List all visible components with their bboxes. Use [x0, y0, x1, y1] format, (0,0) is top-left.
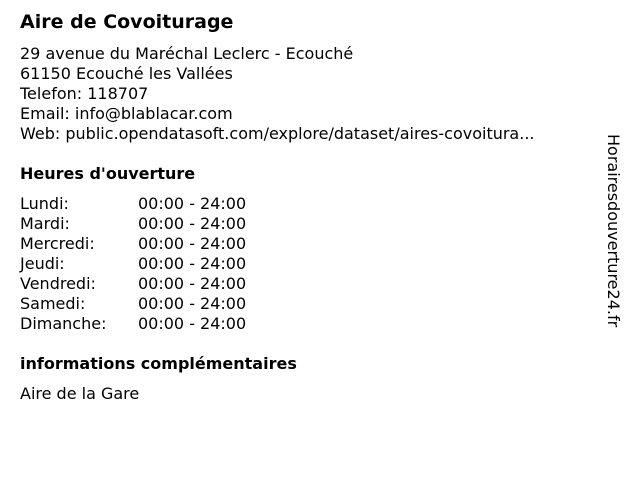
hours-day: Mardi: — [20, 214, 70, 233]
hours-day: Vendredi: — [20, 274, 96, 293]
hours-time: 00:00 - 24:00 — [138, 294, 247, 313]
page-title: Aire de Covoiturage — [20, 11, 234, 33]
hours-day: Jeudi: — [20, 254, 65, 273]
hours-row — [20, 294, 246, 314]
email-text: Email: info@blablacar.com — [20, 104, 233, 123]
hours-row — [20, 274, 246, 294]
additional-info-text: Aire de la Gare — [20, 384, 140, 403]
hours-row — [20, 254, 246, 274]
site-watermark: Horairesdouverture24.fr — [604, 134, 623, 328]
hours-row — [20, 194, 246, 214]
hours-row — [20, 234, 246, 254]
additional-info-heading: informations complémentaires — [20, 354, 297, 373]
hours-day: Lundi: — [20, 194, 69, 213]
hours-time: 00:00 - 24:00 — [138, 194, 247, 213]
hours-day: Mercredi: — [20, 234, 95, 253]
hours-day: Dimanche: — [20, 314, 107, 333]
hours-day: Samedi: — [20, 294, 86, 313]
opening-hours-table — [20, 194, 246, 334]
phone-text: Telefon: 118707 — [20, 84, 149, 103]
hours-time: 00:00 - 24:00 — [138, 274, 247, 293]
hours-time: 00:00 - 24:00 — [138, 234, 247, 253]
address-line-2: 61150 Ecouché les Vallées — [20, 64, 233, 83]
hours-time: 00:00 - 24:00 — [138, 254, 247, 273]
hours-time: 00:00 - 24:00 — [138, 214, 247, 233]
address-line-1: 29 avenue du Maréchal Leclerc - Ecouché — [20, 44, 354, 63]
hours-row — [20, 314, 246, 334]
hours-row — [20, 214, 246, 234]
contact-block — [20, 44, 535, 144]
hours-time: 00:00 - 24:00 — [138, 314, 247, 333]
web-text: Web: public.opendatasoft.com/explore/dataset/aires-covoitura... — [20, 124, 535, 143]
opening-hours-heading: Heures d'ouverture — [20, 164, 196, 183]
